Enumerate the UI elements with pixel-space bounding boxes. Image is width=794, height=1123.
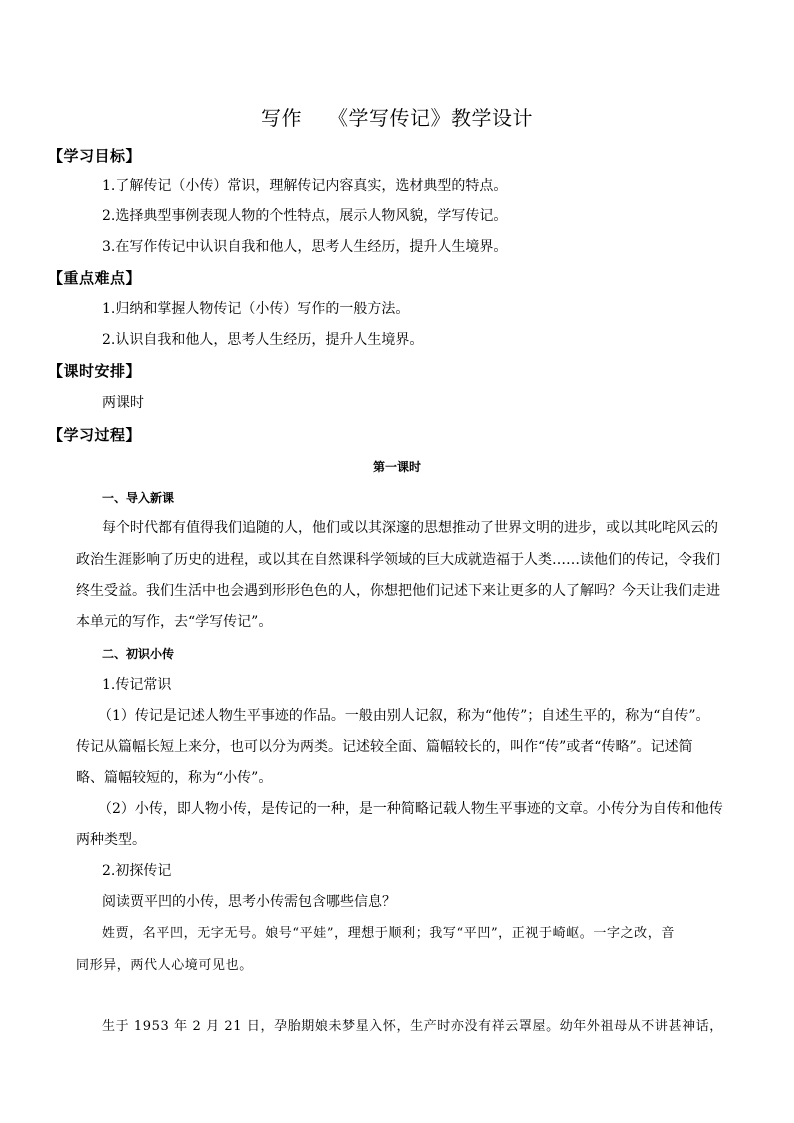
goal-item-2: 2.选择典型事例表现人物的个性特点，展示人物风貌，学写传记。 xyxy=(102,208,508,224)
part1-line-4: 本单元的写作，去“学写传记”。 xyxy=(76,614,273,630)
subsection-1-heading: 1.传记常识 xyxy=(102,677,172,693)
part1-heading: 一、导入新课 xyxy=(102,491,175,505)
goal-item-3: 3.在写作传记中认识自我和他人，思考人生经历，提升人生境界。 xyxy=(102,239,508,255)
schedule-text: 两课时 xyxy=(102,395,144,411)
goal-item-1: 1.了解传记（小传）常识，理解传记内容真实，选材典型的特点。 xyxy=(102,178,508,194)
title-part-1: 写作 xyxy=(261,106,302,130)
process-heading: 【学习过程】 xyxy=(48,426,142,444)
para1-line-3: 略、篇幅较短的，称为“小传”。 xyxy=(76,770,273,786)
excerpt-line-2: 同形异，两代人心境可见也。 xyxy=(76,958,253,973)
part1-line-2: 政治生涯影响了历史的进程，或以其在自然课科学领域的巨大成就造福于人类……读他们的传记，令我们 xyxy=(76,552,720,568)
key-points-heading: 【重点难点】 xyxy=(48,269,142,287)
para1-line-2: 传记从篇幅长短上来分，也可以分为两类。记述较全面、篇幅较长的，叫作“传”或者“传略”。记述简 xyxy=(76,739,693,755)
schedule-heading: 【课时安排】 xyxy=(48,362,142,380)
excerpt-line-3: 生于 1953 年 2 月 21 日，孕胎期娘未梦星入怀，生产时亦没有祥云罩屋。幼年外祖母从不讲甚神话， xyxy=(102,1019,723,1034)
para2-line-1: （2）小传，即人物小传，是传记的一种，是一种简略记载人物生平事迹的文章。小传分为自传和他传 xyxy=(98,801,723,817)
key-point-item-1: 1.归纳和掌握人物传记（小传）写作的一般方法。 xyxy=(102,301,410,317)
para2-line-2: 两种类型。 xyxy=(76,832,146,848)
part2-heading: 二、初识小传 xyxy=(102,647,175,661)
lesson-title: 第一课时 xyxy=(372,460,421,474)
document-title xyxy=(0,104,794,132)
title-part-2: 《学写传记》教学设计 xyxy=(328,106,533,130)
key-point-item-2: 2.认识自我和他人，思考人生经历，提升人生境界。 xyxy=(102,332,424,348)
reading-question: 阅读贾平凹的小传，思考小传需包含哪些信息？ xyxy=(102,894,396,910)
part1-line-3: 终生受益。我们生活中也会遇到形形色色的人，你想把他们记述下来让更多的人了解吗？今天让我们走进 xyxy=(76,583,720,599)
para1-line-1: （1）传记是记述人物生平事迹的作品。一般由别人记叙，称为“他传”；自述生平的，称为“自传”。 xyxy=(98,708,710,724)
goals-heading: 【学习目标】 xyxy=(48,147,142,165)
subsection-2-heading: 2.初探传记 xyxy=(102,863,172,879)
part1-line-1: 每个时代都有值得我们追随的人，他们或以其深邃的思想推动了世界文明的进步，或以其叱咤风云的 xyxy=(102,520,718,536)
excerpt-line-1: 姓贾，名平凹，无字无号。娘号“平娃”，理想于顺利；我写“平凹”，正视于崎岖。一字之改，音 xyxy=(102,926,675,941)
